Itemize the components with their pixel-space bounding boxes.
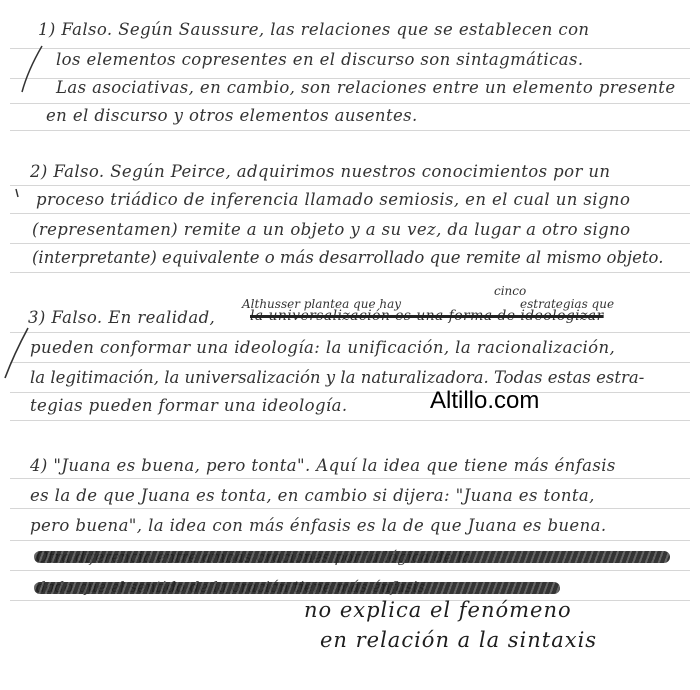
- answer-4-line: 4) "Juana es buena, pero tonta". Aquí la idea que tiene más énfasis: [30, 456, 616, 475]
- check-mark-icon: [2, 320, 32, 390]
- ruled-line: [10, 48, 690, 49]
- answer-3-insert-line-tail: estrategias que: [520, 297, 615, 311]
- ruled-line: [10, 103, 690, 104]
- ruled-line: [10, 508, 690, 509]
- answer-1-line: Las asociativas, en cambio, son relaciones entre un elemento presente: [56, 78, 676, 97]
- answer-3-line: pueden conformar una ideología: la unificación, la racionalización,: [30, 338, 616, 357]
- answer-2-line: (interpretante) equivalente o más desarrollado que remite al mismo objeto.: [32, 248, 664, 267]
- answer-3-line: 3) Falso. En realidad,: [28, 308, 216, 327]
- ruled-line: [10, 392, 690, 393]
- ruled-line: [10, 243, 690, 244]
- grader-comment-line: en relación a la sintaxis: [320, 628, 598, 652]
- answer-3-line: la legitimación, la universalización y la naturalizadora. Todas estas estra-: [30, 368, 645, 387]
- ruled-line: [10, 540, 690, 541]
- answer-4-line: pero buena", la idea con más énfasis es la de que Juana es buena.: [30, 516, 607, 535]
- ruled-line: [10, 185, 690, 186]
- ruled-line: [10, 570, 690, 571]
- answer-3-insert-word: cinco: [494, 284, 527, 298]
- ruled-line: [10, 420, 690, 421]
- scribble-strike: [34, 582, 560, 594]
- answer-3-insert-line: Althusser plantea que hay: [242, 297, 402, 311]
- answer-1-line: 1) Falso. Según Saussure, las relaciones que se establecen con: [38, 20, 590, 39]
- ruled-line: [10, 478, 690, 479]
- answer-4-line: es la de que Juana es tonta, en cambio si dijera: "Juana es tonta,: [30, 486, 595, 505]
- answer-3-line: tegias pueden formar una ideología.: [30, 396, 348, 415]
- answer-1-line: los elementos copresentes en el discurso son sintagmáticas.: [56, 50, 584, 69]
- ruled-line: [10, 332, 690, 333]
- watermark: Altillo.com: [430, 387, 540, 414]
- answer-3-struck-text: la universalización es una forma de ideologizar: [250, 308, 604, 324]
- scribble-strike: [34, 551, 670, 563]
- ruled-line: [10, 272, 690, 273]
- ruled-line: [10, 213, 690, 214]
- answer-2-line: proceso triádico de inferencia llamado semiosis, en el cual un signo: [36, 190, 631, 209]
- ruled-line: [10, 130, 690, 131]
- answer-2-line: 2) Falso. Según Peirce, adquirimos nuestros conocimientos por un: [30, 162, 611, 181]
- grader-comment-line: no explica el fenómeno: [304, 598, 572, 622]
- tick-mark-icon: [10, 185, 26, 205]
- ruled-line: [10, 362, 690, 363]
- answer-1-line: en el discurso y otros elementos ausentes.: [46, 106, 418, 125]
- answer-2-line: (representamen) remite a un objeto y a su vez, da lugar a otro signo: [32, 220, 631, 239]
- check-mark-icon: [18, 40, 48, 100]
